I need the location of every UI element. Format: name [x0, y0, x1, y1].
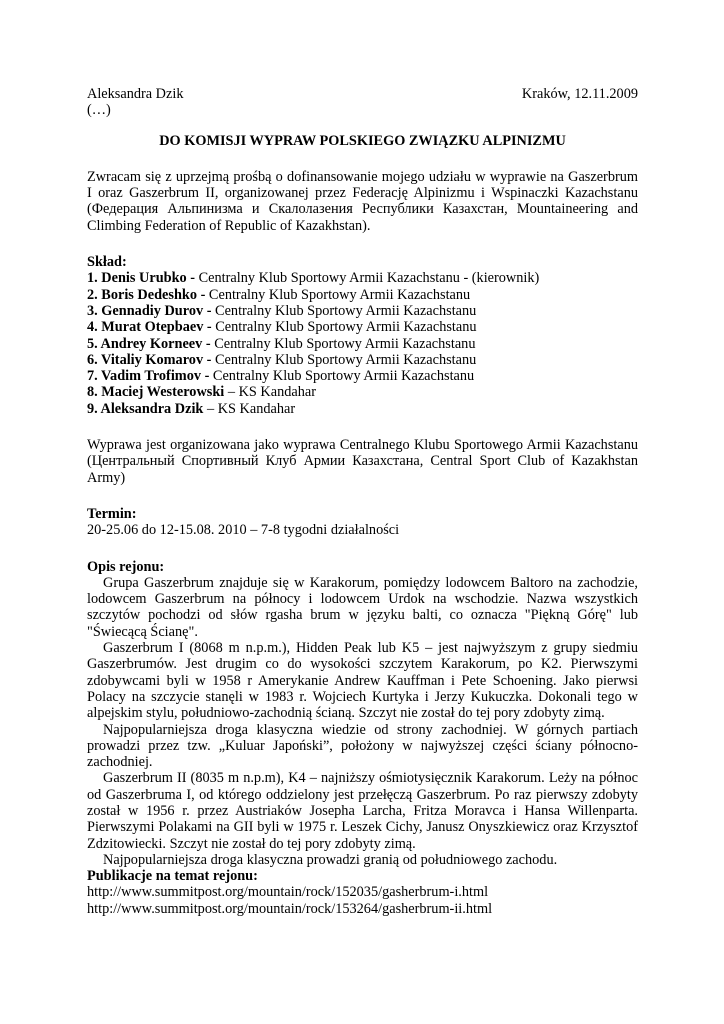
region-paragraph: Najpopularniejsza droga klasyczna wiedzie od strony zachodniej. W górnych partiach prowadzi przez tzw. „Kuluar Japoński”, położony w najwyższej części ściany północno-zachodniej.	[87, 721, 638, 771]
region-paragraph: Gaszerbrum II (8035 m n.p.m), K4 – najniższy ośmiotysięcznik Karakorum. Leży na północ od Gaszerbruma I, od którego oddzielony jest przełęczą Gaszerbrum. Po raz pierwszy zdobyty został w 1956 r. przez Austriaków Josepha Larcha, Fritza Moravca i Hansa Willenparta. Pierwszymi Polakami na GII byli w 1975 r. Leszek Cichy, Janusz Onyszkiewicz oraz Krzysztof Zdzitowiecki. Szczyt nie został do tej pory zdobyty zimą.	[87, 770, 638, 852]
member-club: Centralny Klub Sportowy Armii Kazachstanu	[205, 286, 471, 303]
team-member	[87, 287, 638, 303]
member-club: Centralny Klub Sportowy Armii Kazachstanu	[211, 351, 477, 368]
member-name: 4. Murat Otepbaev -	[87, 319, 212, 336]
letter-header	[87, 86, 638, 102]
region-paragraph: Grupa Gaszerbrum znajduje się w Karakorum, pomiędzy lodowcem Baltoro na zachodzie, lodowcem Gaszerbrum na północy i lodowcem Urdok na wschodzie. Nazwa wszystkich szczytów pochodzi od słów rgasha brum w języku balti, co oznacza "Piękną Górę" lub "Świecącą Ścianę".	[87, 574, 638, 640]
publication-link-gasherbrum-ii[interactable]: http://www.summitpost.org/mountain/rock/153264/gasherbrum-ii.html	[87, 900, 493, 917]
team-member	[87, 319, 638, 335]
team-member	[87, 384, 638, 400]
team-list	[87, 270, 638, 417]
region-heading: Opis rejonu:	[87, 558, 165, 575]
team-member	[87, 303, 638, 319]
publication-link-gasherbrum-i[interactable]: http://www.summitpost.org/mountain/rock/152035/gasherbrum-i.html	[87, 884, 489, 901]
place-date: Kraków, 12.11.2009	[521, 86, 638, 102]
member-club: – KS Kandahar	[224, 384, 316, 401]
member-club: Centralny Klub Sportowy Armii Kazachstanu	[211, 302, 477, 319]
author-name: Aleksandra Dzik	[87, 86, 184, 102]
member-name: 7. Vadim Trofimov -	[87, 368, 210, 385]
member-club: Centralny Klub Sportowy Armii Kazachstanu	[211, 319, 477, 336]
document-page	[87, 86, 638, 917]
member-name: 6. Vitaliy Komarov -	[87, 351, 212, 368]
member-name: 1. Denis Urubko -	[87, 270, 196, 287]
region-paragraph: Gaszerbrum I (8068 m n.p.m.), Hidden Peak lub K5 – jest najwyższym z grupy siedmiu Gaszerbrumów. Jest drugim co do wysokości szczytem Karakorum, po K2. Pierwszymi zdobywcami byli w 1958 r Amerykanie Andrew Kauffman i Pete Schoening. Jako pierwsi Polacy na szczycie stanęli w 1983 r. Wojciech Kurtyka i Jerzy Kukuczka. Dokonali tego w alpejskim stylu, południowo-zachodnią ścianą. Szczyt nie został do tej pory zdobyty zimą.	[87, 640, 638, 722]
letter-title: DO KOMISJI WYPRAW POLSKIEGO ZWIĄZKU ALPINIZMU	[159, 132, 566, 149]
member-name: 3. Gennadiy Durov -	[87, 302, 212, 319]
member-club: Centralny Klub Sportowy Armii Kazachstanu - (kierownik)	[195, 270, 540, 287]
team-member	[87, 270, 638, 286]
intro-paragraph: Zwracam się z uprzejmą prośbą o dofinansowanie mojego udziału w wyprawie na Gaszerbrum I oraz Gaszerbrum II, organizowanej przez Federację Alpinizmu i Wspinaczki Kazachstanu (Федерация Альпинизма и Скалолазения Республики Казахстан, Mountaineering and Climbing Federation of Republic of Kazakhstan).	[87, 168, 638, 234]
team-heading: Skład:	[87, 254, 127, 271]
region-paragraph: Najpopularniejsza droga klasyczna prowadzi granią od południowego zachodu.	[103, 851, 558, 868]
organizer-paragraph: Wyprawa jest organizowana jako wyprawa Centralnego Klubu Sportowego Armii Kazachstanu (Центральный Спортивный Клуб Армии Казахстана, Central Sport Club of Kazakhstan Army)	[87, 437, 638, 486]
member-name: 9. Aleksandra Dzik	[87, 400, 204, 417]
member-club: Centralny Klub Sportowy Armii Kazachstanu	[209, 368, 475, 385]
member-club: Centralny Klub Sportowy Armii Kazachstanu	[210, 335, 476, 352]
team-member	[87, 368, 638, 384]
team-member	[87, 336, 638, 352]
header-ellipsis: (…)	[87, 102, 111, 119]
member-name: 2. Boris Dedeshko -	[87, 286, 206, 303]
publications-heading: Publikacje na temat rejonu:	[87, 868, 258, 885]
term-text: 20-25.06 do 12-15.08. 2010 – 7-8 tygodni działalności	[87, 522, 400, 539]
term-heading: Termin:	[87, 505, 137, 522]
member-club: – KS Kandahar	[203, 400, 296, 417]
team-member	[87, 401, 638, 417]
team-member	[87, 352, 638, 368]
member-name: 8. Maciej Westerowski	[87, 384, 225, 401]
member-name: 5. Andrey Korneev -	[87, 335, 211, 352]
